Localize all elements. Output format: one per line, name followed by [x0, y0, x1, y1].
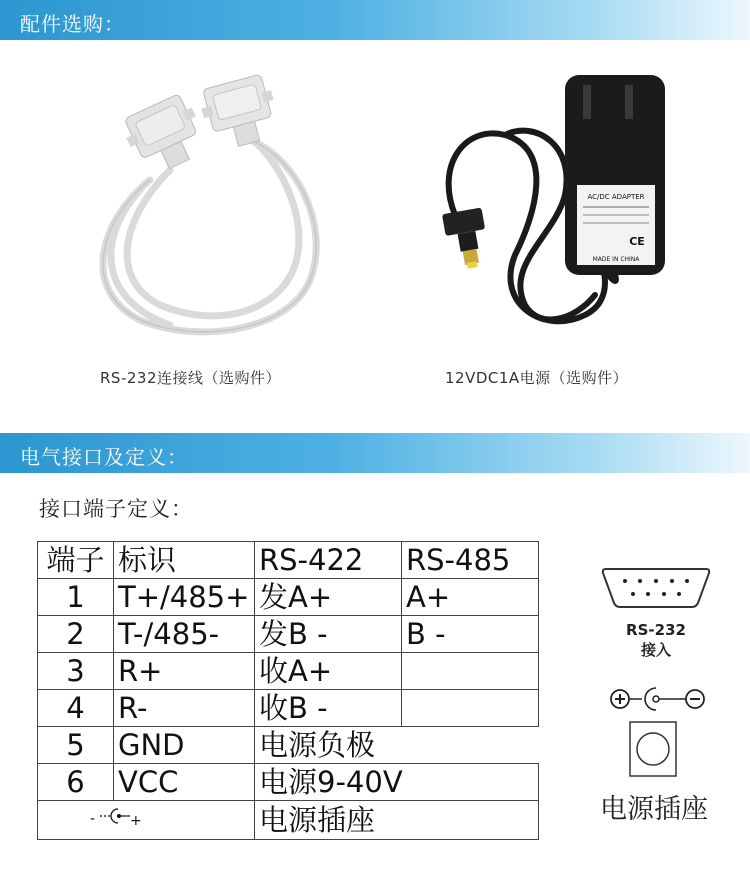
terminal-subhead: 接口端子定义： — [39, 497, 193, 521]
jack-plus-sign: + — [130, 813, 142, 829]
adapter-caption: 12VDC1A电源（选购件） — [445, 369, 629, 387]
adapter-label-title: AC/DC ADAPTER — [587, 193, 645, 201]
table-cell: 收B - — [255, 690, 402, 727]
table-cell: 2 — [38, 616, 114, 653]
table-cell: GND — [114, 727, 255, 764]
polarity-symbol-icon — [608, 682, 708, 716]
table-cell: 4 — [38, 690, 114, 727]
table-cell — [402, 690, 539, 727]
db9-connector-icon — [600, 563, 712, 613]
table-row — [38, 653, 539, 690]
table-cell: 3 — [38, 653, 114, 690]
power-socket-icon — [628, 720, 678, 778]
rs232-label-line1: RS-232 — [626, 621, 686, 639]
table-row — [38, 579, 539, 616]
table-row — [38, 690, 539, 727]
table-header-cell: RS-485 — [402, 542, 539, 579]
table-cell: 电源负极 — [255, 727, 539, 764]
table-cell: 5 — [38, 727, 114, 764]
table-row — [38, 616, 539, 653]
table-cell: 发B - — [255, 616, 402, 653]
table-header-cell: 标识 — [114, 542, 255, 579]
table-cell: R+ — [114, 653, 255, 690]
table-cell: 6 — [38, 764, 114, 801]
rs232-cable-image — [80, 60, 350, 350]
rs232-label-line2: 接入 — [640, 641, 671, 659]
table-cell: 发A+ — [255, 579, 402, 616]
table-row — [38, 801, 539, 840]
adapter-ce-mark: CE — [629, 235, 645, 248]
table-row — [38, 727, 539, 764]
table-cell: 收A+ — [255, 653, 402, 690]
section-title-accessories: 配件选购： — [20, 12, 125, 36]
table-cell: T-/485- — [114, 616, 255, 653]
table-header-row — [38, 542, 539, 579]
jack-symbol-cell — [38, 801, 255, 840]
section-bar-accessories — [0, 0, 750, 40]
table-row — [38, 764, 539, 801]
cable-caption: RS-232连接线（选购件） — [100, 369, 281, 387]
table-cell: 电源9-40V — [255, 764, 539, 801]
table-cell: 电源插座 — [255, 801, 539, 840]
power-adapter-image — [425, 65, 675, 350]
table-cell: R- — [114, 690, 255, 727]
table-cell: T+/485+ — [114, 579, 255, 616]
table-header-cell: RS-422 — [255, 542, 402, 579]
section-title-interface: 电气接口及定义： — [20, 445, 188, 469]
table-cell: B - — [402, 616, 539, 653]
adapter-label-origin: MADE IN CHINA — [592, 256, 640, 263]
power-socket-label: 电源插座 — [600, 794, 708, 825]
section-bar-interface — [0, 433, 750, 473]
rs232-label — [600, 620, 712, 660]
dc-jack-icon — [88, 801, 148, 831]
table-cell: VCC — [114, 764, 255, 801]
jack-minus-sign: - — [90, 811, 96, 827]
table-cell — [402, 653, 539, 690]
table-cell: 1 — [38, 579, 114, 616]
table-header-cell: 端子 — [38, 542, 114, 579]
table-cell: A+ — [402, 579, 539, 616]
terminal-definition-table — [37, 541, 539, 840]
